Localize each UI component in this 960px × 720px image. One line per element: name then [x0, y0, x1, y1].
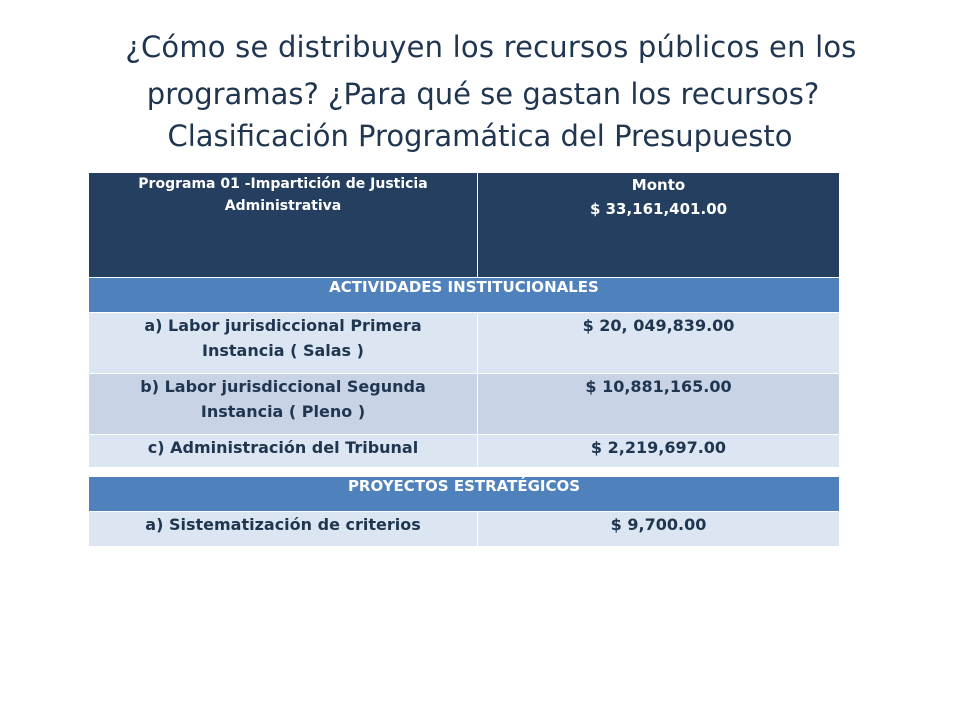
- program-name-line-1: Programa 01 -Impartición de Justicia: [138, 176, 428, 192]
- table-row: [89, 512, 840, 547]
- program-name-line-2: Administrativa: [224, 198, 342, 214]
- activity-label-cell: [89, 374, 478, 435]
- table-header-row: [89, 173, 840, 278]
- table-row: [89, 374, 840, 435]
- section-row-activities: [89, 278, 840, 313]
- section-row-projects: [89, 477, 840, 512]
- amount-label: Monto: [631, 176, 686, 194]
- project-amount-cell: $ 9,700.00: [478, 512, 840, 547]
- table-row: [89, 435, 840, 468]
- activity-amount-cell: $ 2,219,697.00: [478, 435, 840, 468]
- budget-table: [88, 172, 840, 547]
- title-line-2: programas? ¿Para qué se gastan los recursos?: [146, 77, 820, 111]
- amount-header-cell: [478, 173, 840, 278]
- program-header-cell: [89, 173, 478, 278]
- section-title-projects: PROYECTOS ESTRATÉGICOS: [89, 477, 840, 512]
- activity-label-line-2: Instancia ( Salas ): [202, 341, 364, 360]
- activity-label-line-1: a) Labor jurisdiccional Primera: [144, 316, 422, 335]
- section-title-activities: ACTIVIDADES INSTITUCIONALES: [89, 278, 840, 313]
- page-title: [0, 22, 960, 156]
- title-line-1: ¿Cómo se distribuyen los recursos públicos en los: [125, 30, 857, 64]
- activity-amount-cell: $ 20, 049,839.00: [478, 313, 840, 374]
- program-total-amount: $ 33,161,401.00: [589, 200, 728, 218]
- project-label-cell: a) Sistematización de criterios: [89, 512, 478, 547]
- spacer-cell: [89, 468, 840, 477]
- activity-amount-cell: $ 10,881,165.00: [478, 374, 840, 435]
- activity-label-line-1: b) Labor jurisdiccional Segunda: [140, 377, 426, 396]
- activity-label-line-2: Instancia ( Pleno ): [200, 402, 366, 421]
- activity-label-cell: [89, 313, 478, 374]
- section-spacer: [89, 468, 840, 477]
- table-row: [89, 313, 840, 374]
- title-line-3: Clasificación Programática del Presupuesto: [167, 119, 793, 153]
- activity-label-cell: c) Administración del Tribunal: [89, 435, 478, 468]
